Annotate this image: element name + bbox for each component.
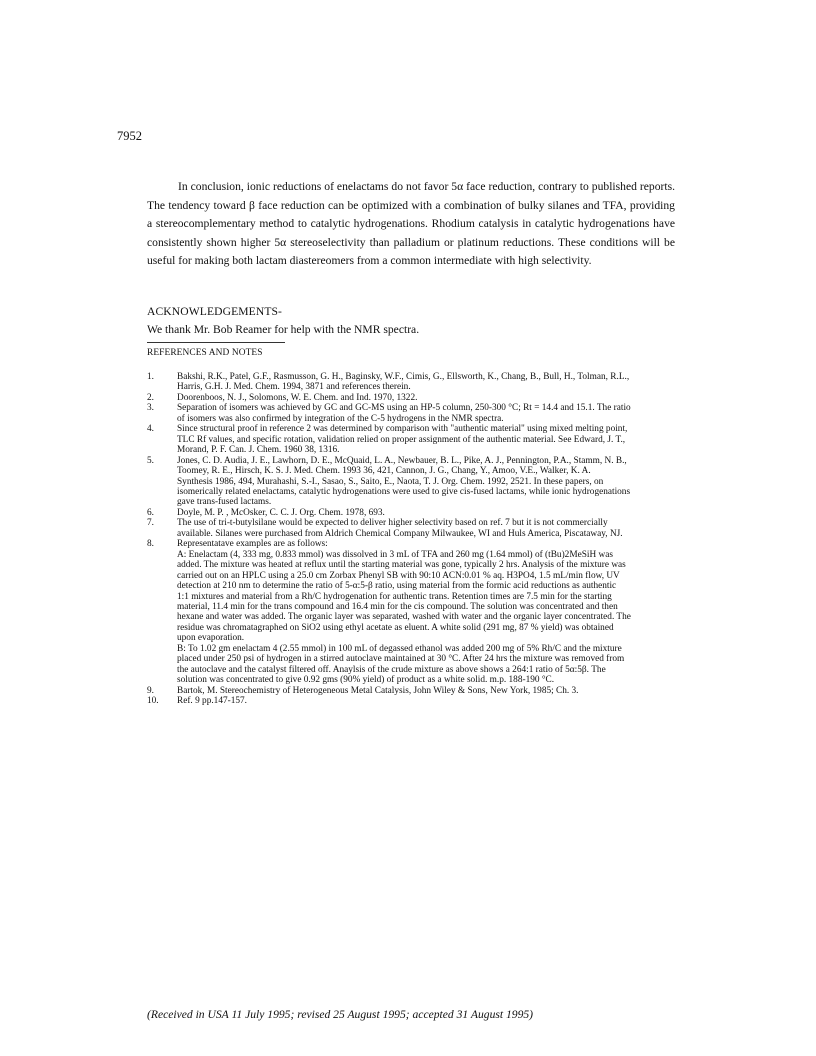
reference-line: TLC Rf values, and specific rotation, validation relied on proper assignment of the authentic material. See Edward, J. T., <box>177 434 626 445</box>
reference-number: 3. <box>147 403 154 414</box>
reference-line: Ref. 9 pp.147-157. <box>177 696 247 707</box>
reference-line: detection at 210 nm to determine the ratio of 5-α:5-β ratio, using material from the formic acid reductions as authentic <box>177 581 617 592</box>
conclusion-text <box>147 178 675 271</box>
reference-line: B: To 1.02 gm enelactam 4 (2.55 mmol) in 100 mL of degassed ethanol was added 200 mg of 5% Rh/C and the mixture <box>177 643 622 654</box>
reference-number: 4. <box>147 424 154 435</box>
reference-number: 10. <box>147 696 159 707</box>
reference-line: available. Silanes were purchased from Aldrich Chemical Company Milwaukee, WI and Huls America, Piscataway, NJ. <box>177 528 623 539</box>
reference-body <box>177 539 679 685</box>
reference-line: residue was chromatagraphed on SiO2 using ethyl acetate as eluent. A white solid (291 mg, 87 % yield) was obtained <box>177 622 614 633</box>
reference-line: Toomey, R. E., Hirsch, K. S. J. Med. Chem. 1993 36, 421, Cannon, J. G., Chang, Y., Amoo, V.E., Walker, K. A. <box>177 466 591 477</box>
references-heading: REFERENCES AND NOTES <box>147 348 263 358</box>
reference-line: added. The mixture was heated at reflux until the starting material was gone, typically 2 hrs. Analysis of the mixture was <box>177 560 626 571</box>
conclusion-paragraph <box>147 178 675 271</box>
reference-number: 1. <box>147 372 154 382</box>
reference-number: 2. <box>147 392 154 403</box>
reference-line: material, 11.4 min for the trans compound and 16.4 min for the cis compound. The solution was concentrated and then <box>177 601 618 612</box>
reference-line: of isomers was also confirmed by integration of the C-5 hydrogens in the NMR spectra. <box>177 413 504 424</box>
reference-line: The use of tri-t-butylsilane would be expected to deliver higher selectivity based on ref. 7 but it is not commercially <box>177 518 608 529</box>
reference-body <box>177 508 679 518</box>
conclusion-line: selectivity. <box>541 254 592 268</box>
reference-body <box>177 518 679 539</box>
reference-number: 5. <box>147 455 154 466</box>
reference-line: Doorenboos, N. J., Solomons, W. E. Chem. and Ind. 1970, 1322. <box>177 392 418 403</box>
reference-body <box>177 424 679 455</box>
reference-line: upon evaporation. <box>177 633 245 644</box>
reference-line: Doyle, M. P. , McOsker, C. C. J. Org. Chem. 1978, 693. <box>177 507 385 518</box>
reference-body <box>177 686 679 696</box>
reference-item <box>147 424 679 455</box>
reference-line: placed under 250 psi of hydrogen in a stirred autoclave maintained at 30 °C. After 24 hrs the mixture was removed from <box>177 654 625 665</box>
reference-item <box>147 686 679 696</box>
references-list <box>147 372 679 707</box>
reference-line: Representatave examples are as follows: <box>177 539 328 550</box>
conclusion-line: In conclusion, ionic reductions of enelactams do not favor 5α face reduction, contrary to published <box>178 180 637 193</box>
reference-line: A: Enelactam (4, 333 mg, 0.833 mmol) was dissolved in 3 mL of TFA and 260 mg (1.64 mmol) of (tBu)2MeSiH was <box>177 549 613 560</box>
page-number: 7952 <box>117 129 142 143</box>
reference-number: 9. <box>147 685 154 696</box>
reference-number: 6. <box>147 507 154 518</box>
received-dates <box>147 1008 533 1021</box>
reference-number: 7. <box>147 518 154 529</box>
reference-body <box>177 696 679 706</box>
reference-line: Harris, G.H. J. Med. Chem. 1994, 3871 and references therein. <box>177 382 411 393</box>
reference-line: 1:1 mixtures and material from a Rh/C hydrogenation for authentic trans. Retention times are 7.5 min for the starting <box>177 591 612 602</box>
references-divider <box>147 342 285 343</box>
reference-line: gave trans-fused lactams. <box>177 497 272 508</box>
reference-item <box>147 393 679 403</box>
reference-line: Bakshi, R.K., Patel, G.F., Rasmusson, G. H., Baginsky, W.F., Cimis, G., Ellsworth, K., Chang, B., Bull, H., Tolman, R.L., <box>177 372 630 382</box>
reference-body <box>177 372 679 393</box>
reference-line: isomerically related enelactams, catalytic hydrogenations were used to give cis-fused lactams, while ionic hydrogenations <box>177 486 631 497</box>
reference-line: Morand, P. F. Can. J. Chem. 1960 38, 1316. <box>177 445 340 456</box>
reference-item <box>147 518 679 539</box>
conclusion-line: reports. The tendency toward β face reduction can be optimized with a combination of bulky silanes and <box>147 180 675 212</box>
conclusion-line: TFA, providing a stereocomplementary method to catalytic hydrogenations. Rhodium catalysis in catalytic <box>147 198 675 231</box>
conclusion-line: These conditions will be useful for making both lactam diastereomers from a common intermediate with high <box>147 235 675 268</box>
reference-line: Synthesis 1986, 494, Murahashi, S.-I., Sasao, S., Saito, E., Naota, T. J. Org. Chem. 1992, 2521. In these papers, on <box>177 476 604 487</box>
reference-line: Separation of isomers was achieved by GC and GC-MS using an HP-5 column, 250-300 °C; Rt = 14.4 and 15.1. The ratio <box>177 403 631 414</box>
received-text: (Received in USA 11 July 1995; revised 25 August 1995; accepted 31 August 1995) <box>147 1008 534 1021</box>
reference-line: the autoclave and the catalyst filtered off. Anaylsis of the crude mixture as above shows a 264:1 ratio of 5α:5β. The <box>177 664 606 675</box>
reference-number: 8. <box>147 539 154 550</box>
reference-item <box>147 456 679 508</box>
reference-item <box>147 696 679 706</box>
reference-line: carried out on an HPLC using a 25.0 cm Zorbax Phenyl SB with 90:10 ACN:0.01 % aq. H3PO4, 1.5 mL/min flow, UV <box>177 570 620 581</box>
reference-line: Bartok, M. Stereochemistry of Heterogeneous Metal Catalysis, John Wiley & Sons, New York, 1985; Ch. 3. <box>177 685 579 696</box>
reference-item <box>147 403 679 424</box>
reference-item <box>147 539 679 685</box>
acknowledgements-text: We thank Mr. Bob Reamer for help with the NMR spectra. <box>147 323 420 336</box>
reference-body <box>177 456 679 508</box>
reference-body <box>177 403 679 424</box>
reference-item <box>147 508 679 518</box>
acknowledgements-heading: ACKNOWLEDGEMENTS- <box>147 305 283 318</box>
conclusion-line: hydrogenations have consistently shown higher 5α stereoselectivity than palladium or platinum reductions. <box>147 217 676 249</box>
reference-line: Jones, C. D. Audia, J. E., Lawhorn, D. E., McQuaid, L. A., Newbauer, B. L., Pike, A. J., Pennington, P.A., Stamm, N. B., <box>177 455 627 466</box>
reference-line: solution was concentrated to give 0.92 gms (90% yield) of product as a white solid. m.p. 188-190 °C. <box>177 675 555 686</box>
reference-body <box>177 393 679 403</box>
reference-item <box>147 372 679 393</box>
reference-line: Since structural proof in reference 2 was determined by comparison with "authentic material" using mixed melting point, <box>177 424 628 435</box>
reference-line: hexane and water was added. The organic layer was separated, washed with water and the organic layer concentrated. The <box>177 612 631 623</box>
